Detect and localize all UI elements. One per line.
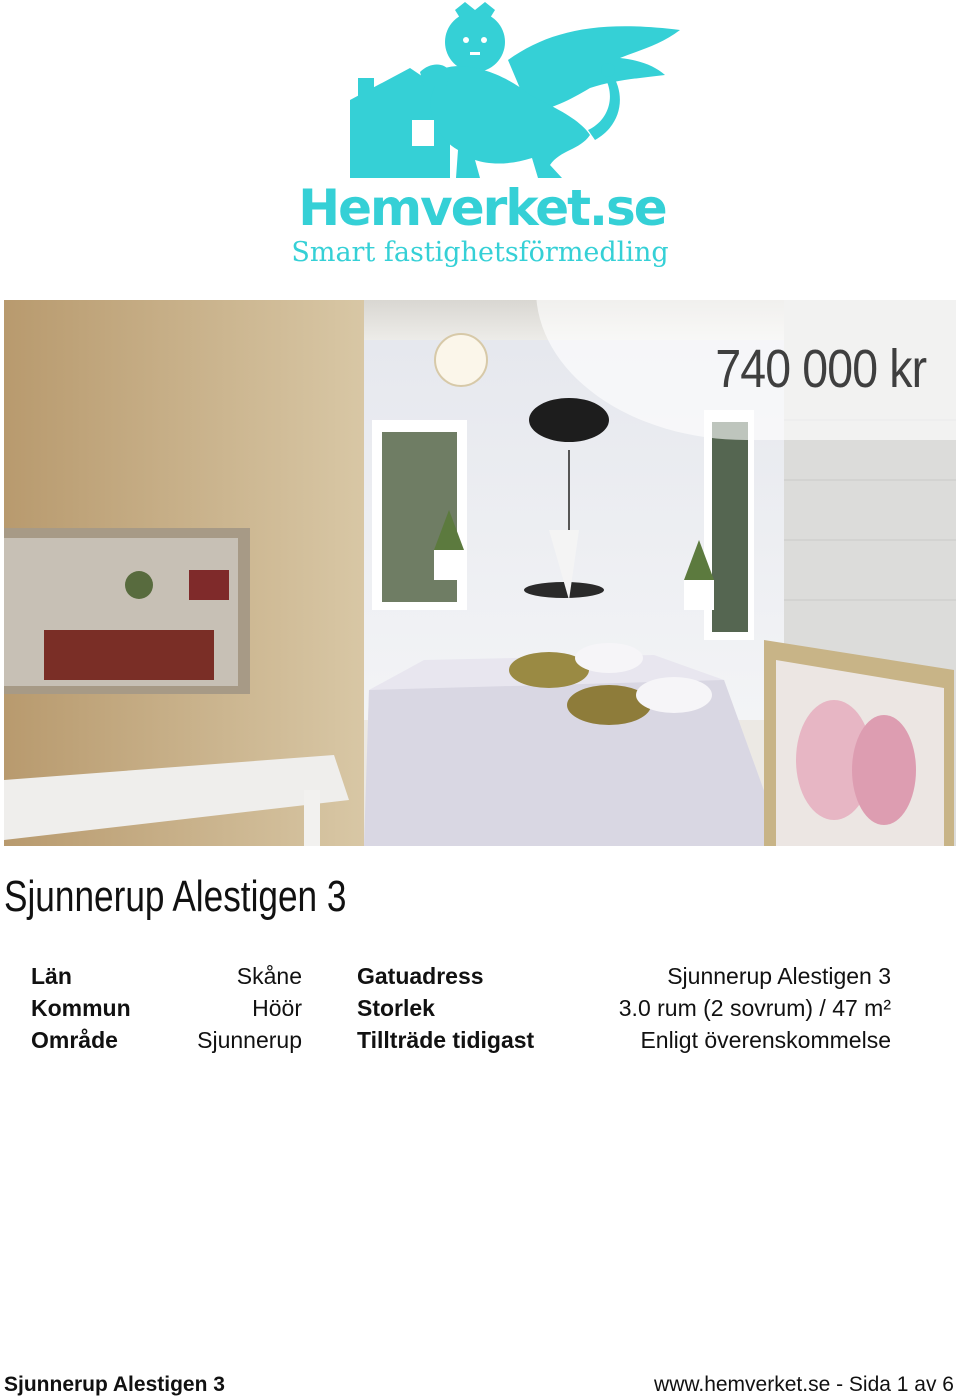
- property-photo: [4, 300, 956, 846]
- lion-house-logo-icon: [270, 0, 690, 200]
- fact-label: Tillträde tidigast: [357, 1027, 535, 1053]
- fact-row: [31, 1024, 891, 1056]
- fact-value: Sjunnerup Alestigen 3: [667, 963, 891, 989]
- facts-table: [31, 960, 891, 1056]
- fact-row: [31, 992, 891, 1024]
- fact-row: [31, 960, 891, 992]
- fact-label: Gatuadress: [357, 963, 484, 989]
- fact-label: Område: [31, 1027, 118, 1053]
- fact-value: Sjunnerup: [197, 1027, 302, 1053]
- footer-address: Sjunnerup Alestigen 3: [4, 1373, 225, 1396]
- hemverket-logo: [270, 0, 690, 280]
- fact-value: 3.0 rum (2 sovrum) / 47 m²: [618, 995, 891, 1021]
- fact-value: Höör: [252, 995, 302, 1021]
- footer-page-info: www.hemverket.se - Sida 1 av 6: [654, 1373, 954, 1396]
- brand-tagline: Smart fastighetsförmedling: [291, 237, 669, 268]
- price: 740 000 kr: [715, 339, 926, 399]
- fact-label: Län: [31, 963, 72, 989]
- fact-value: Skåne: [236, 963, 302, 989]
- fact-label: Storlek: [357, 995, 435, 1021]
- fact-value: Enligt överenskommelse: [640, 1027, 891, 1053]
- brand-name: Hemverket.se: [298, 179, 666, 237]
- listing-title: Sjunnerup Alestigen 3: [4, 872, 347, 921]
- fact-label: Kommun: [31, 995, 131, 1021]
